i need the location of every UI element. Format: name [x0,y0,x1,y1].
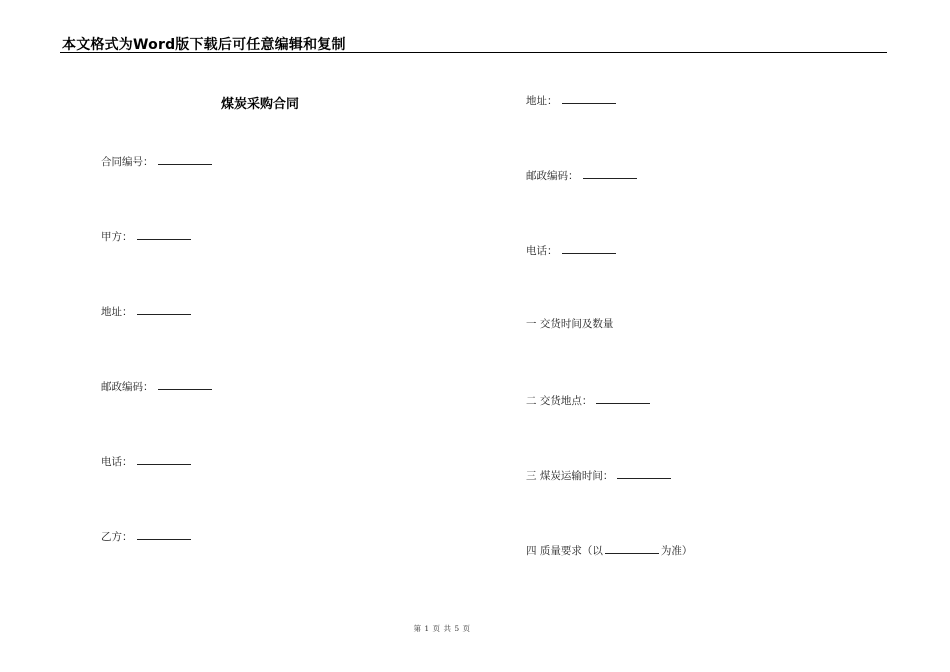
field-label: 乙方： [101,531,133,543]
field-label: 地址： [101,306,133,318]
header-banner: 本文格式为Word版下载后可任意编辑和复制 [62,37,346,53]
document-title: 煤炭采购合同 [221,97,300,112]
fill-in-blank[interactable] [137,228,191,240]
fill-in-blank[interactable] [137,303,191,315]
field-label: 邮政编码： [526,170,579,182]
field-party-b-phone [526,242,616,258]
field-contract-number [101,153,212,169]
clause-heading: 二 交货地点： [526,395,593,407]
clause-heading: 三 煤炭运输时间： [526,470,614,482]
fill-in-blank[interactable] [605,542,659,554]
fill-in-blank[interactable] [617,467,671,479]
field-label: 邮政编码： [101,381,154,393]
fill-in-blank[interactable] [596,392,650,404]
clause-delivery-time-quantity [526,317,613,331]
field-party-a [101,228,191,244]
header-rule [60,52,887,53]
fill-in-blank[interactable] [562,92,616,104]
fill-in-blank[interactable] [158,153,212,165]
fill-in-blank[interactable] [158,378,212,390]
clause-quality-requirement [526,542,692,558]
clause-suffix: 为准） [660,545,693,557]
fill-in-blank[interactable] [562,242,616,254]
field-label: 甲方： [101,231,133,243]
page-footer: 第 1 页 共 5 页 [413,624,471,633]
field-party-b-address [526,92,616,108]
field-party-b [101,528,191,544]
field-party-a-address [101,303,191,319]
fill-in-blank[interactable] [137,453,191,465]
clause-heading: 一 交货时间及数量 [526,318,614,330]
clause-delivery-location [526,392,650,408]
fill-in-blank[interactable] [583,167,637,179]
field-party-a-phone [101,453,191,469]
field-label: 电话： [101,456,133,468]
fill-in-blank[interactable] [137,528,191,540]
field-party-a-postcode [101,378,212,394]
clause-prefix: 四 质量要求（以 [526,545,603,557]
field-party-b-postcode [526,167,637,183]
field-label: 电话： [526,245,558,257]
clause-transport-time [526,467,671,483]
field-label: 合同编号： [101,156,154,168]
field-label: 地址： [526,95,558,107]
